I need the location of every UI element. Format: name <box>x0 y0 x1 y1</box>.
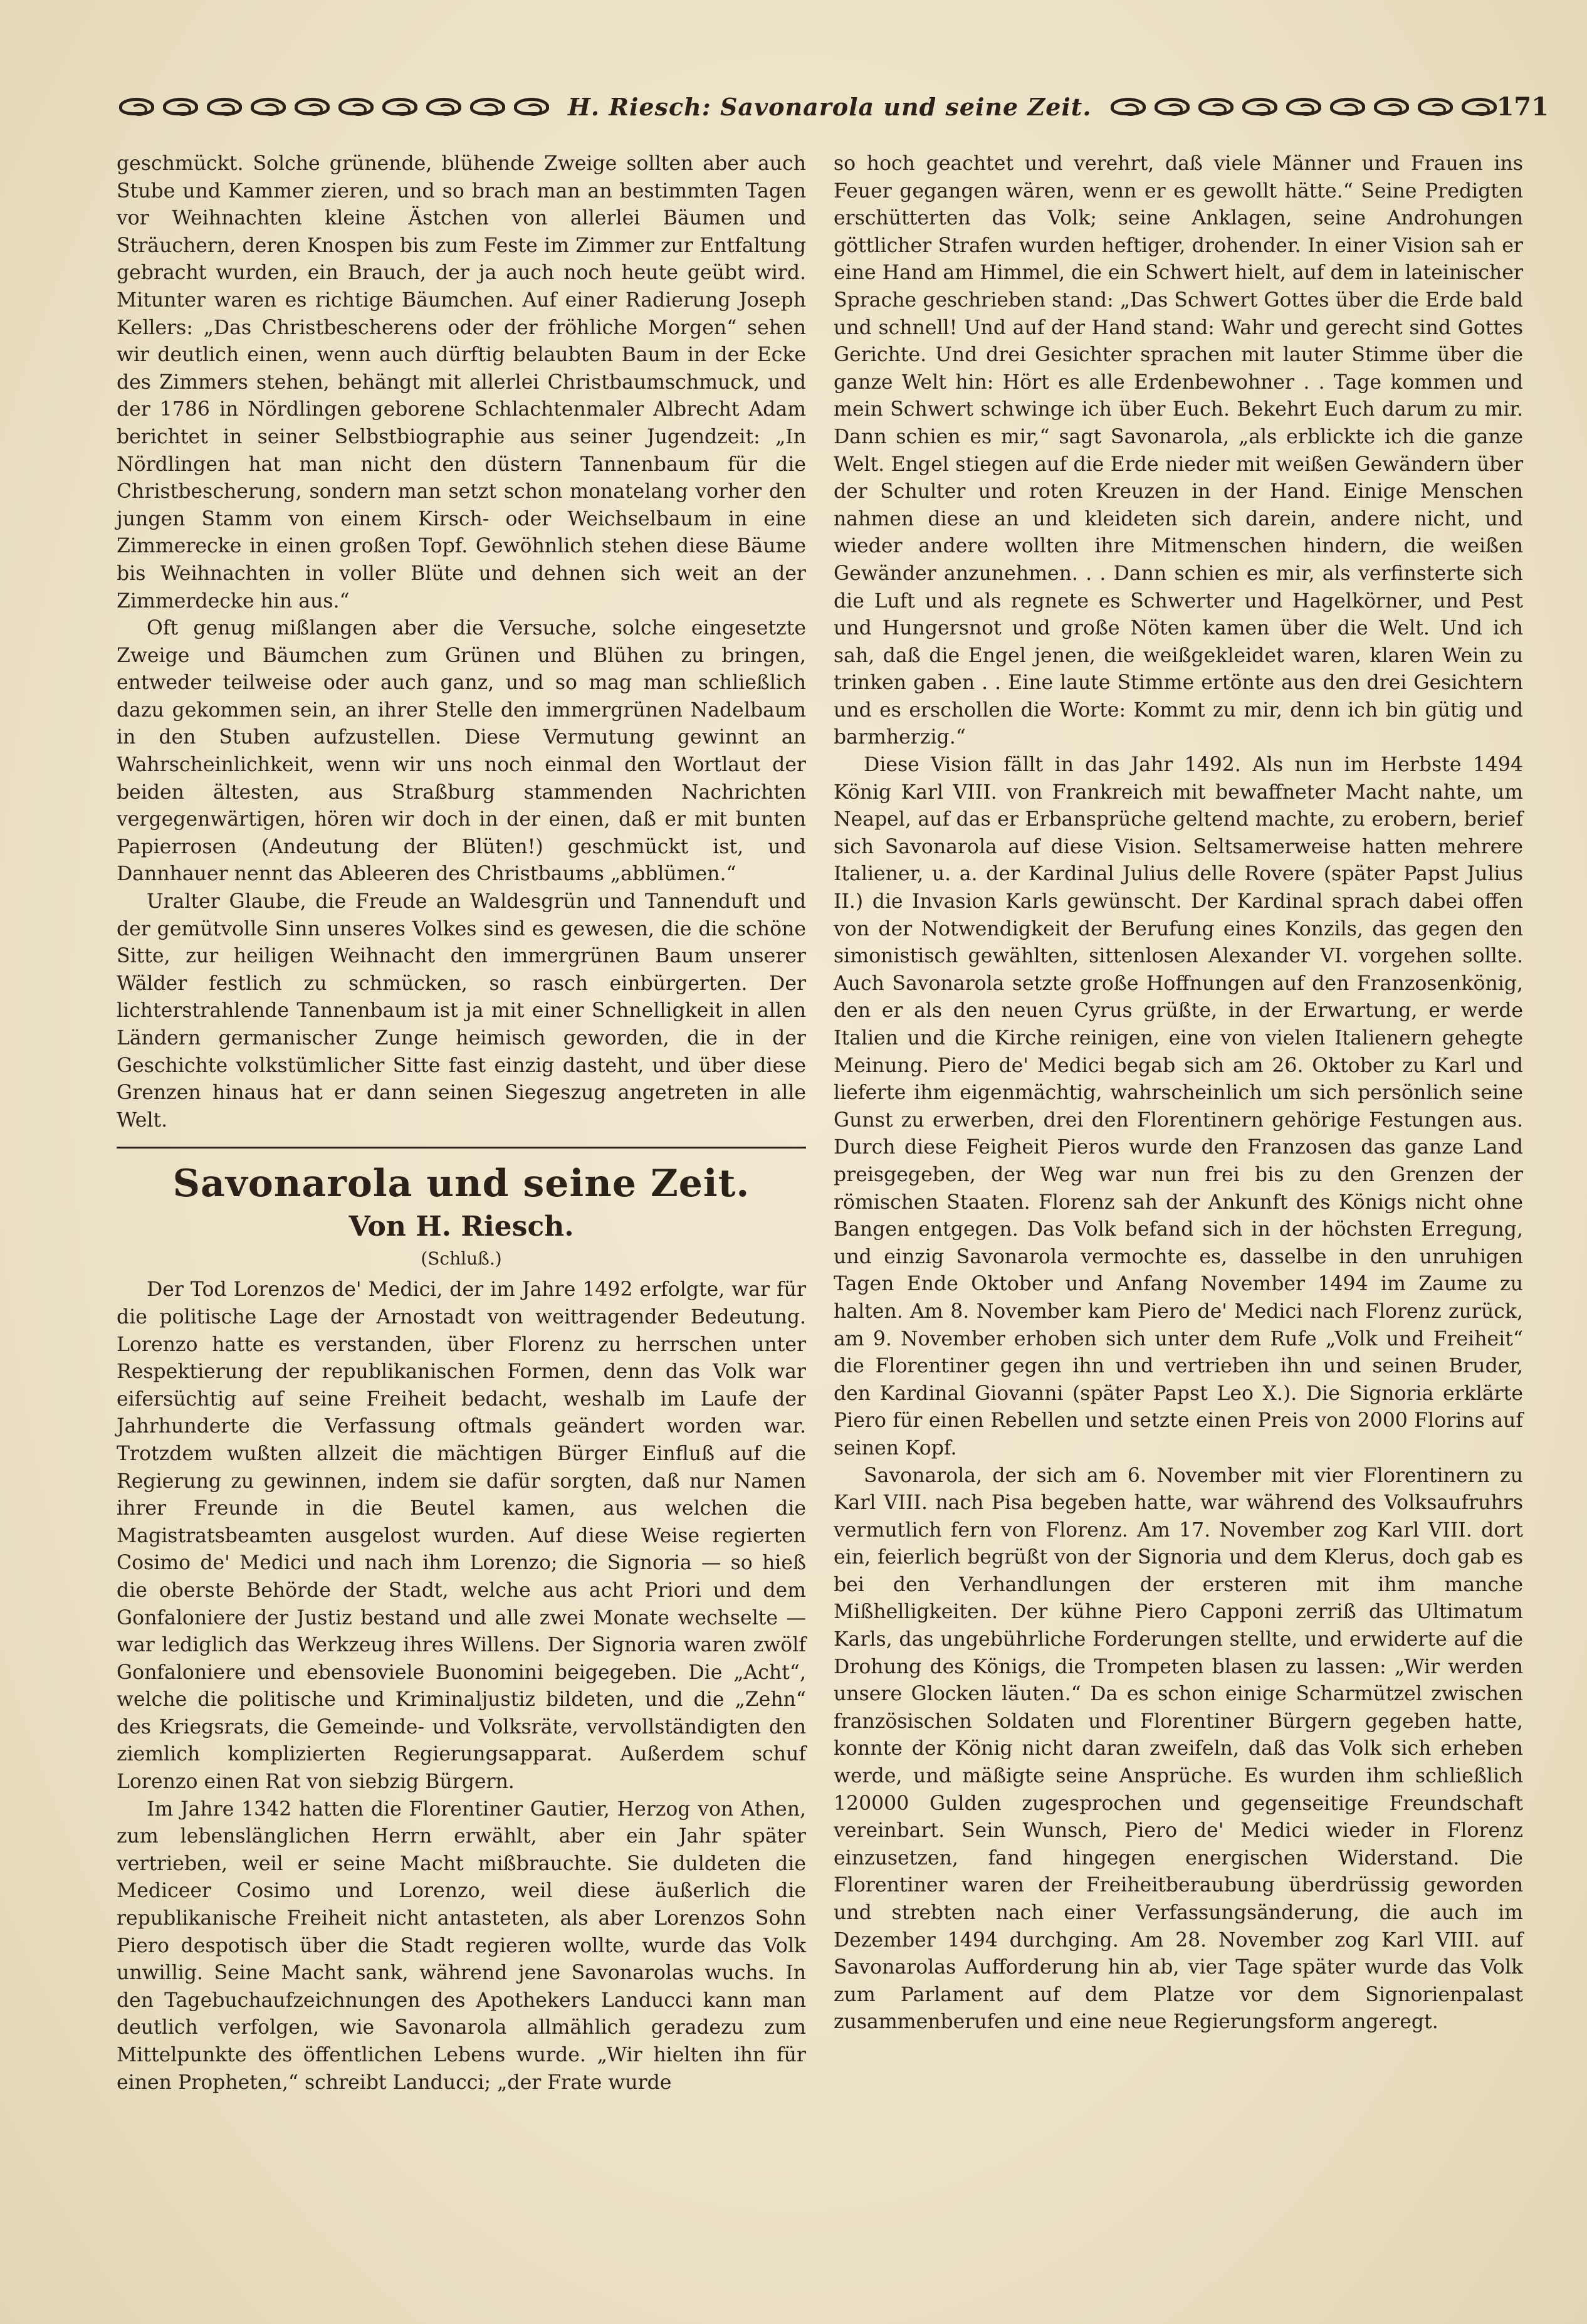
scroll-ornament-icon <box>1286 98 1321 115</box>
page-number: 171 <box>1496 92 1549 122</box>
article-note: (Schluß.) <box>421 1248 502 1270</box>
scroll-ornament-icon <box>1155 98 1190 115</box>
scroll-ornament-icon <box>1198 98 1233 115</box>
paragraph: Im Jahre 1342 hatten die Florentiner Gautier, Herzog von Athen, zum lebenslänglichen Herrn erwählt, aber ein Jahr später vertrieben, weil er seine Macht mißbrauchte. Sie duldeten die Mediceer Cosimo und Lorenzo, weil diese äußerlich die republikanische Freiheit nicht antasteten, als aber Lorenzos Sohn Piero despotisch über die Stadt regieren wollte, wurde das Volk unwillig. Seine Macht sank, während jene Savonarolas wuchs. In den Tagebuchaufzeichnungen des Apothekers Landucci kann man deutlich verfolgen, wie Savonarola allmählich geradezu zum Mittelpunkte des öffentlichen Lebens wurde. „Wir hielten ihn für einen Propheten,“ schreibt Landucci; „der Frate wurde <box>117 1797 806 2094</box>
paragraph: Savonarola, der sich am 6. November mit vier Florentinern zu Karl VIII. nach Pisa begeben hatte, war während des Volksaufruhrs vermutlich fern von Florenz. Am 17. November zog Karl VIII. dort ein, feierlich begrüßt von der Signoria und dem Klerus, doch gab es bei den Verhandlungen der ersteren mit ihm manche Mißhelligkeiten. Der kühne Piero Capponi zerriß das Ultimatum Karls, das ungebührliche Forderungen stellte, und erwiderte auf die Drohung des Königs, die Trompeten blasen zu lassen: „Wir werden unsere Glocken läuten.“ Da es schon einige Scharmützel zwischen französischen Soldaten und Florentiner Bürgern gegeben hatte, konnte der König nicht daran zweifeln, daß das Volk sich erheben werde, und mäßigte seine Ansprüche. Es wurden ihm schließlich 120000 Gulden zugesprochen und gegenseitige Freundschaft vereinbart. Sein Wunsch, Piero de' Medici wieder in Florenz einzusetzen, fand hingegen energischen Widerstand. Die Florentiner waren der Freiheitberaubung überdrüssig geworden und strebten nach einer Verfassungsänderung, die auch im Dezember 1494 durchging. Am 28. November zog Karl VIII. auf Savonarolas Aufforderung hin ab, vier Tage später wurde das Volk zum Parlament auf dem Platze vor dem Signorienpalast zusammenberufen und eine neue Regierungsform angeregt. <box>834 1464 1523 2034</box>
scroll-ornament-icon <box>514 98 549 115</box>
scroll-ornament-icon <box>382 98 417 115</box>
scroll-ornament-icon <box>1418 98 1453 115</box>
article-title: Savonarola und seine Zeit. <box>172 1162 750 1206</box>
section-divider <box>117 1147 806 1149</box>
paragraph: so hoch geachtet und verehrt, daß viele Männer und Frauen ins Feuer gegangen wären, wenn er es gewollt hätte.“ Seine Predigten erschütterten das Volk; seine Anklagen, seine Androhungen göttlicher Strafen wurden heftiger, drohender. In einer Vision sah er eine Hand am Himmel, die ein Schwert hielt, auf dem in lateinischer Sprache geschrieben stand: „Das Schwert Gottes über die Erde bald und schnell! Und auf der Hand stand: Wahr und gerecht sind Gottes Gerichte. Und drei Gesichter sprachen mit lauter Stimme über die ganze Welt hin: Hört es alle Erdenbewohner . . Tage kommen und mein Schwert schwinge ich über Euch. Bekehrt Euch darum zu mir. Dann schien es mir,“ sagt Savonarola, „als erblickte ich die ganze Welt. Engel stiegen auf die Erde nieder mit weißen Gewändern über der Schulter und roten Kreuzen in der Hand. Einige Menschen nahmen diese an und kleideten sich darein, andere nicht, und wieder andere wollten ihre Mitmenschen hindern, die weißen Gewänder anzunehmen. . . Dann schien es mir, als verfinsterte sich die Luft und als regnete es Schwerter und Hagelkörner, und Pest und Hungersnot und große Nöten kamen über die Welt. Und ich sah, daß die Engel jenen, die weißgekleidet waren, klaren Wein zu trinken gaben . . Eine laute Stimme ertönte aus den drei Gesichtern und es erschollen die Worte: Kommt zu mir, denn ich bin gütig und barmherzig.“ <box>834 152 1523 749</box>
scroll-ornament-icon <box>426 98 461 115</box>
scroll-ornament-icon <box>1111 98 1146 115</box>
scroll-ornament-icon <box>295 98 330 115</box>
paragraph: geschmückt. Solche grünende, blühende Zweige sollten aber auch Stube und Kammer zieren, und so brach man an bestimmten Tagen vor Weihnachten kleine Ästchen von allerlei Bäumen und Sträuchern, deren Knospen bis zum Feste im Zimmer zur Entfaltung gebracht wurden, ein Brauch, der ja auch noch heute geübt wird. Mitunter waren es richtige Bäumchen. Auf einer Radierung Joseph Kellers: „Das Christbescherens oder der fröhliche Morgen“ sehen wir deutlich einen, wenn auch dürftig belaubten Baum in der Ecke des Zimmers stehen, behängt mit allerlei Christbaumschmuck, und der 1786 in Nördlingen geborene Schlachtenmaler Albrecht Adam berichtet in seiner Selbstbiographie aus seiner Jugendzeit: „In Nördlingen hat man nicht den düstern Tannenbaum für die Christbescherung, sondern man setzt schon monatelang vorher den jungen Stamm von einem Kirsch- oder Weichselbaum in eine Zimmerecke in einen großen Topf. Gewöhnlich stehen diese Bäume bis Weihnachten in voller Blüte und dehnen sich weit an der Zimmerdecke hin aus.“ <box>117 152 806 613</box>
scroll-ornament-icon <box>1330 98 1365 115</box>
scroll-ornament-icon <box>163 98 198 115</box>
scroll-ornament-icon <box>338 98 374 115</box>
scroll-ornament-icon <box>207 98 242 115</box>
scroll-ornament-icon <box>119 98 154 115</box>
header-ornament-right <box>1111 98 1497 115</box>
paragraph: Diese Vision fällt in das Jahr 1492. Als nun im Herbste 1494 König Karl VIII. von Frankreich mit bewaffneter Macht nahte, um Neapel, auf das er Erbansprüche geltend machte, zu erobern, berief sich Savonarola auf diese Vision. Seltsamerweise hatten mehrere Italiener, u. a. der Kardinal Julius delle Rovere (später Papst Julius II.) die Invasion Karls gewünscht. Der Kardinal sprach dabei offen von der Notwendigkeit der Berufung eines Konzils, das gegen den simonistisch gewählten, sittenlosen Alexander VI. vorgehen sollte. Auch Savonarola setzte große Hoffnungen auf den Franzosenkönig, den er als den neuen Cyrus grüßte, in der Erwartung, er werde Italien und die Kirche reinigen, eine von vielen Italienern gehegte Meinung. Piero de' Medici begab sich am 26. Oktober zu Karl und lieferte ihm eigenmächtig, wahrscheinlich um sich persönlich seine Gunst zu erwerben, drei den Florentinern gehörige Festungen aus. Durch diese Feigheit Pieros wurde den Franzosen das ganze Land preisgegeben, der Weg war nun frei bis zu den Grenzen der römischen Staaten. Florenz sah der Ankunft des Königs nicht ohne Bangen entgegen. Das Volk befand sich in der höchsten Erregung, und einzig Savonarola vermochte es, dasselbe in den unruhigen Tagen Ende Oktober und Anfang November 1494 im Zaume zu halten. Am 8. November kam Piero de' Medici nach Florenz zurück, am 9. November erhoben sich unter dem Rufe „Volk und Freiheit“ die Florentiner gegen ihn und vertrieben ihn und seinen Bruder, den Kardinal Giovanni (später Papst Leo X.). Die Signoria erklärte Piero für einen Rebellen und setzte einen Preis von 2000 Florins auf seinen Kopf. <box>834 754 1523 1459</box>
page-header <box>119 88 1549 125</box>
running-title: H. Riesch: Savonarola und seine Zeit. <box>568 92 1092 121</box>
scroll-ornament-icon <box>251 98 286 115</box>
left-column <box>117 150 806 2096</box>
scroll-ornament-icon <box>1242 98 1277 115</box>
paragraph: Uralter Glaube, die Freude an Waldesgrün und Tannenduft und der gemütvolle Sinn unseres Volkes sind es gewesen, die die schöne Sitte, zur heiligen Weihnacht den immergrünen Baum unserer Wälder festlich zu schmücken, so rasch einbürgerten. Der lichterstrahlende Tannenbaum ist ja mit einer Schnelligkeit in allen Ländern germanischer Zunge heimisch geworden, die in der Geschichte volkstümlicher Sitte fast einzig dasteht, und über diese Grenzen hinaus hat er dann seinen Siegeszug angetreten in alle Welt. <box>117 890 806 1132</box>
scroll-ornament-icon <box>1374 98 1409 115</box>
scroll-ornament-icon <box>470 98 505 115</box>
right-column <box>834 150 1523 2036</box>
scroll-ornament-icon <box>1462 98 1497 115</box>
header-ornament-left <box>119 98 549 115</box>
article-author: Von H. Riesch. <box>348 1211 574 1243</box>
paragraph: Oft genug mißlangen aber die Versuche, solche eingesetzte Zweige und Bäumchen zum Grünen und Blühen zu bringen, entweder teilweise oder auch ganz, und so mag man schließlich dazu gekommen sein, an ihrer Stelle den immergrünen Nadelbaum in den Stuben aufzustellen. Diese Vermutung gewinnt an Wahrscheinlichkeit, wenn wir uns noch einmal den Wortlaut der beiden ältesten, aus Straßburg stammenden Nachrichten vergegenwärtigen, hören wir doch in der einen, daß er mit bunten Papierrosen (Andeutung der Blüten!) geschmückt ist, und Dannhauer nennt das Ableeren des Christbaums „abblümen.“ <box>117 617 806 886</box>
paragraph: Der Tod Lorenzos de' Medici, der im Jahre 1492 erfolgte, war für die politische Lage der Arnostadt von weittragender Bedeutung. Lorenzo hatte es verstanden, über Florenz zu herrschen unter Respektierung der republikanischen Formen, denn das Volk war eifersüchtig auf seine Freiheit bedacht, weshalb im Laufe der Jahrhunderte die Verfassung oftmals geändert worden war. Trotzdem wußten allzeit die mächtigen Bürger Einfluß auf die Regierung zu gewinnen, indem sie dafür sorgten, daß nur Namen ihrer Freunde in die Beutel kamen, aus welchen die Magistratsbeamten ausgelost wurden. Auf diese Weise regierten Cosimo de' Medici und nach ihm Lorenzo; die Signoria — so hieß die oberste Behörde der Stadt, welche aus acht Priori und dem Gonfaloniere der Justiz bestand und alle zwei Monate wechselte — war lediglich das Werkzeug ihres Willens. Der Signoria waren zwölf Gonfaloniere und ebensoviele Buonomini beigegeben. Die „Acht“, welche die politische und Kriminaljustiz bildeten, und die „Zehn“ des Kriegsrats, die Gemeinde- und Volksräte, vervollständigten den ziemlich komplizierten Regierungsapparat. Außerdem schuf Lorenzo einen Rat von siebzig Bürgern. <box>117 1278 806 1794</box>
